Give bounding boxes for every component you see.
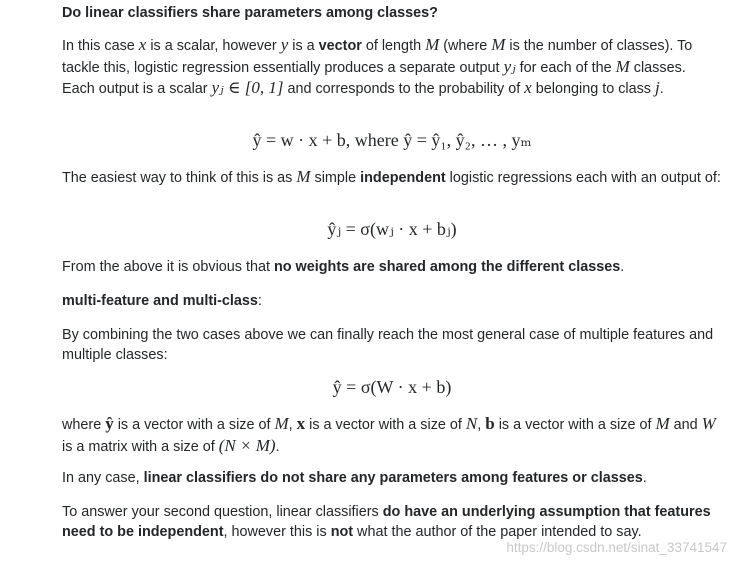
- equation-outputs: ŷ = w · x + b, where ŷ = ŷ₁, ŷ₂, … , yₘ: [252, 130, 532, 150]
- paragraph-general-case: By combining the two cases above we can finally reach the most general case of multiple features and multiple classes:: [62, 327, 714, 363]
- question-heading: Do linear classifiers share parameters among classes?: [62, 5, 438, 21]
- paragraph-sizes: where ŷ is a vector with a size of M, x is a vector with a size of N, b is a vector with a size of M and W is a matrix with a size of (N × M).: [62, 414, 716, 455]
- paragraph-second-question: To answer your second question, linear classifiers do have an underlying assumption that features need to be independent, however this is not what the author of the paper intended to say.: [62, 504, 711, 540]
- equation-general: ŷ = σ(W · x + b): [332, 377, 452, 397]
- paragraph-scalar-case: In this case x is a scalar, however y is a vector of length M (where M is the number of classes). To tackle this, logistic regression essentially produces a separate output yⱼ for each of the M classes. Each output is a scalar yⱼ ∈ [0, 1] and corresponds to the probability of x belonging to class j.: [62, 35, 693, 97]
- paragraph-no-weights: From the above it is obvious that no weights are shared among the different classes.: [62, 259, 625, 275]
- paragraph-independent: The easiest way to think of this is as M simple independent logistic regressions each with an output of:: [62, 167, 721, 186]
- csdn-watermark: https://blog.csdn.net/sinat_33741547: [506, 539, 727, 555]
- equation-sigmoid-j: ŷⱼ = σ(wⱼ · x + bⱼ): [327, 219, 457, 239]
- paragraph-any-case: In any case, linear classifiers do not share any parameters among features or classes.: [62, 470, 647, 486]
- subheading-multi: multi-feature and multi-class:: [62, 293, 262, 309]
